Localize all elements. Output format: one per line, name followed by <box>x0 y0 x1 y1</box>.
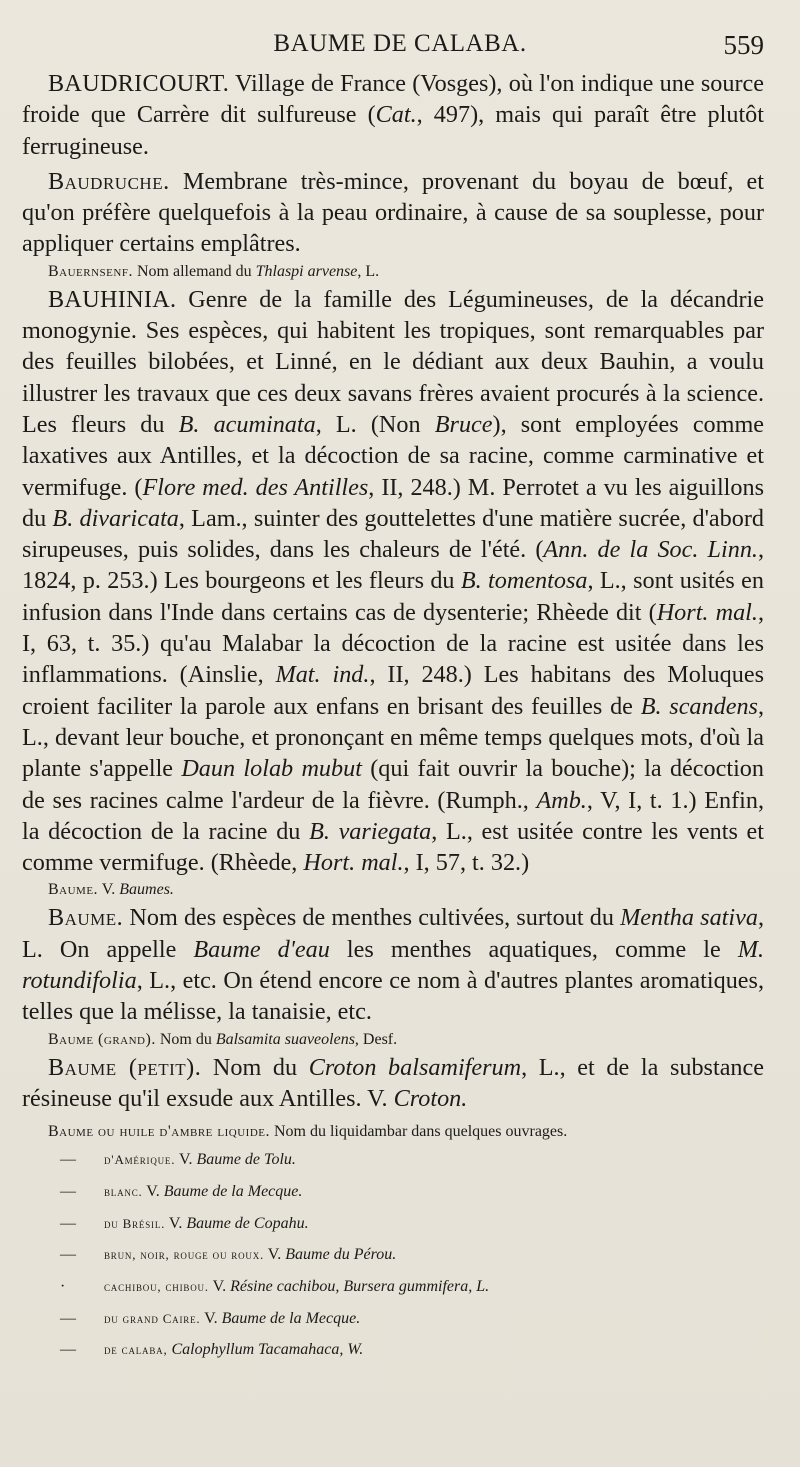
subentry-text: V. <box>175 1151 197 1169</box>
entry-text: Nom allemand du <box>132 262 256 280</box>
entry-head: Baume ou huile d'ambre liquide. <box>48 1123 270 1141</box>
subentry-label: cachibou, chibou. <box>104 1279 209 1295</box>
citation: Mat. ind. <box>275 661 370 689</box>
cross-reference: Baumes. <box>119 881 174 899</box>
entry-baume <box>22 902 764 1027</box>
entry-head: Baume. <box>48 881 99 899</box>
citation: Hort. mal. <box>656 598 758 626</box>
subentry <box>22 1144 764 1176</box>
entry-head: Baume (petit). <box>48 1053 202 1081</box>
entry-text: Village de France (Vosges), où l'on indique une source froide que Carrère dit sulfureuse ( <box>22 70 764 129</box>
page-header <box>0 30 800 70</box>
entry-baudricourt <box>22 68 764 162</box>
cross-reference: Croton. <box>393 1084 468 1112</box>
entry-text: , L., devant leur bouche, et prononçant en même temps quelques mots, d'où la plante s'appelle <box>22 692 764 783</box>
dash: — <box>60 1246 76 1264</box>
page-body <box>22 68 764 1366</box>
cross-reference: Baume de la Mecque. <box>163 1182 303 1200</box>
entry-baume-petit <box>22 1052 764 1115</box>
taxon: B. variegata <box>309 817 432 845</box>
entry-text: Nom des espèces de menthes cultivées, surtout du <box>123 904 621 932</box>
entry-text: (qui fait ouvrir la bouche); la décoction de ses racines calme l'ardeur de la fièvre. (Rumph., <box>22 755 764 814</box>
entry-bauernsenf <box>22 260 764 284</box>
entry-text: , L. (Non <box>315 410 435 438</box>
subentry-label: brun, noir, rouge ou roux. <box>104 1247 265 1263</box>
taxon: Croton balsamiferum <box>308 1053 522 1081</box>
subentry <box>22 1176 764 1208</box>
entry-head: Baume (grand). <box>48 1030 156 1048</box>
entry-text: , I, 63, t. 35.) qu'au Malabar la décoction de la racine est usitée dans les inflammations. (Ainslie, <box>22 598 764 689</box>
entry-text: Nom du liquidambar dans quelques ouvrages. <box>269 1123 568 1141</box>
entry-baume-ref <box>22 878 764 902</box>
entry-text: , I, 57, t. 32.) <box>403 849 530 877</box>
subentry-text: V. <box>200 1309 222 1327</box>
author: Bruce <box>434 410 493 438</box>
entry-text: Nom du <box>201 1053 309 1081</box>
entry-text: , Desf. <box>354 1030 398 1048</box>
subentry-text: V. <box>208 1278 231 1296</box>
cross-reference: Baume du Pérou. <box>285 1246 397 1264</box>
entry-text: , V, I, t. 1.) Enfin, la décoction de la racine du <box>22 786 764 845</box>
entry-text: , II, 248.) Les habitans des Moluques croient faciliter la parole aux enfans en brisant des feuilles de <box>22 661 764 720</box>
entry-head: BAUDRICOURT. <box>48 70 230 97</box>
dash: — <box>60 1214 76 1232</box>
subentry-label: de calaba, <box>104 1342 168 1358</box>
subentry-text: V. <box>165 1214 187 1232</box>
entry-text: , 497), mais qui paraît être plutôt ferrugineuse. <box>22 101 764 160</box>
subentry <box>22 1208 764 1240</box>
citation: Flore med. des Antilles <box>142 473 369 501</box>
page-number: 559 <box>723 30 764 60</box>
entry-text: , 1824, p. 253.) Les bourgeons et les fleurs du <box>22 536 765 595</box>
citation: Ann. de la Soc. Linn. <box>543 536 758 564</box>
entry-head: Bauernsenf. <box>48 262 133 280</box>
subentry <box>22 1334 764 1366</box>
cross-reference: Baume de Copahu. <box>186 1214 309 1232</box>
entry-text: , L., etc. On étend encore ce nom à d'autres plantes aromatiques, telles que la mélisse, la tanaisie, etc. <box>22 967 764 1026</box>
entry-bauhinia <box>22 284 764 879</box>
cross-reference: Baume de Tolu. <box>196 1151 296 1169</box>
vernacular-name: Baume d'eau <box>193 935 330 963</box>
entry-text: V. <box>98 881 120 899</box>
dash: — <box>60 1309 76 1327</box>
entry-head: BAUHINIA. <box>48 285 177 313</box>
dash: — <box>60 1182 76 1200</box>
entry-baume-grand <box>22 1028 764 1052</box>
taxon: M. rotundifolia <box>22 935 765 995</box>
taxon: B. acuminata <box>178 410 316 438</box>
entry-baume-huile <box>22 1120 764 1144</box>
dash: — <box>60 1341 76 1359</box>
entry-text: , L. <box>357 262 380 280</box>
subentry-text: V. <box>264 1246 286 1264</box>
entry-text: , L., sont usités en infusion dans l'Inde dans certains cas de dysenterie; Rhèede dit ( <box>22 567 764 626</box>
entry-text: les menthes aquatiques, comme le <box>329 935 738 963</box>
subentry-label: d'Amérique. <box>104 1152 176 1168</box>
subentry <box>22 1303 764 1335</box>
entry-text: , Lam., suinter des gouttelettes d'une matière sucrée, d'abord sirupeuses, puis solides, dans les chaleurs de l'été. ( <box>22 504 764 564</box>
vernacular-name: Daun lolab mubut <box>181 755 362 783</box>
entry-head: Baume. <box>48 904 124 932</box>
running-head: BAUME DE CALABA. <box>273 30 527 57</box>
subentry-list <box>22 1144 764 1366</box>
subentry-label: blanc. <box>104 1183 143 1199</box>
citation: Cat. <box>375 101 417 129</box>
taxon: B. tomentosa <box>460 567 588 595</box>
subentry <box>22 1271 764 1303</box>
subentry-label: du grand Caire. <box>104 1310 201 1326</box>
entry-baudruche <box>22 166 764 260</box>
citation: Amb. <box>536 786 587 814</box>
entry-text: , L. On appelle <box>22 904 764 963</box>
cross-reference: Baume de la Mecque. <box>221 1309 361 1327</box>
entry-head: Baudruche. <box>48 167 170 195</box>
taxon: B. scandens <box>640 692 758 720</box>
entry-text: Membrane très-mince, provenant du boyau de bœuf, et qu'on préfère quelquefois à la peau ordinaire, à cause de sa souplesse, pour appliquer certains emplâtres. <box>22 167 764 258</box>
entry-text: , L., est usitée contre les vents et comme vermifuge. (Rhèede, <box>22 817 765 877</box>
taxon: Balsamita suaveolens <box>215 1030 355 1048</box>
subentry-text: V. <box>142 1182 164 1200</box>
citation: Hort. mal. <box>303 849 404 877</box>
subentry-label: du Brésil. <box>104 1215 166 1231</box>
entry-text: Nom du <box>155 1030 216 1048</box>
entry-text: ), sont employées comme laxatives aux Antilles, et la décoction de sa racine, comme carminative et vermifuge. ( <box>22 410 765 501</box>
cross-reference: Résine cachibou, Bursera gummifera, L. <box>230 1278 490 1296</box>
entry-text: , L., et de la substance résineuse qu'il exsude aux Antilles. V. <box>22 1053 764 1112</box>
cross-reference: Calophyllum Tacamahaca, W. <box>171 1341 364 1359</box>
taxon: Mentha sativa <box>620 904 758 932</box>
entry-text: Genre de la famille des Légumineuses, de la décandrie monogynie. Ses espèces, qui habitent les tropiques, sont remarquables par des feuilles bilobées, et Linné, en le dédiant aux deux Bauhin, a voulu illustrer les travaux que ces deux savans frères avaient procurés à la science. Les fleurs du <box>22 285 764 438</box>
entry-text: , II, 248.) M. Perrotet a vu les aiguillons du <box>22 473 764 532</box>
taxon: Thlaspi arvense <box>255 262 358 280</box>
dash: · <box>60 1278 66 1296</box>
dash: — <box>60 1151 76 1169</box>
subentry <box>22 1239 764 1271</box>
taxon: B. divaricata <box>52 504 179 532</box>
